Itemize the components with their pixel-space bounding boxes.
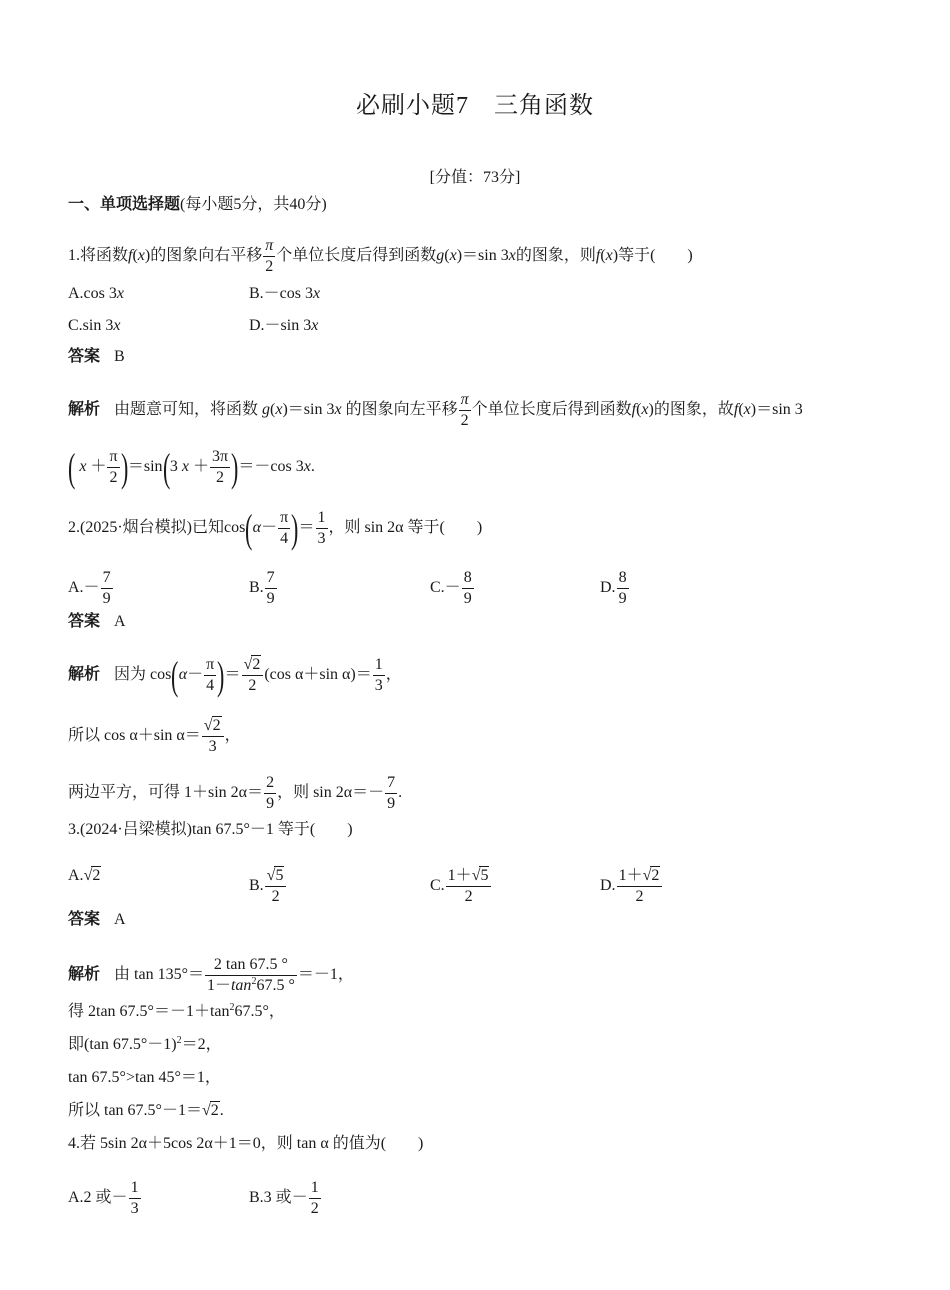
q3-analysis-line-1: 解析 由 tan 135°＝ $\frac{2 \tan 67.5 ^\circ}{1-\tan^267.5 ^\circ}$ ＝－1， xyxy=(68,956,354,994)
q1-option-a: A.cos 3x xyxy=(68,285,124,302)
page-title: 必刷小题7 三角函数 xyxy=(356,93,594,119)
q1-analysis-line-2: ( x ＋ $\frac{\pi}{2}$ )＝sin(3 x ＋ $\frac{3\pi}{2}$ )＝－cos 3x. xyxy=(67,444,315,490)
q3-analysis-line-3: 即(tan 67.5°－1)$^2$＝2， xyxy=(68,1035,222,1053)
question-1: 1.将函数f(x)的图象向右平移 $\frac{\pi}{2}$ 个单位长度后得到函数g(x)＝sin 3x的图象，则f(x)等于( ) xyxy=(68,237,693,275)
section-heading: 一、单项选择题(每小题5分，共40分) xyxy=(68,196,327,213)
q4-option-a: A.2 或－ $\frac{1}{3}$ xyxy=(68,1179,139,1217)
q3-analysis-line-4: tan 67.5°>tan 45°＝1， xyxy=(68,1069,221,1086)
q2-analysis-line-1: 解析 因为 cos(α－ $\frac{\pi}{4}$ )＝ $\frac{√2}{2}$ (cos α＋sin α)＝ $\frac{1}{3}$ ， xyxy=(68,652,402,698)
q3-option-c: C. $\frac{1+√5}{2}$ xyxy=(430,866,492,907)
q4-option-b: B.3 或－ $\frac{1}{2}$ xyxy=(249,1179,319,1217)
q2-answer: 答案 A xyxy=(68,613,126,630)
q1-option-d: D.－sin 3x xyxy=(249,317,319,334)
q3-analysis-line-2: 得 2tan $67.5^\circ=-1+\tan^267.5^\circ$， xyxy=(68,1002,285,1020)
q2-analysis-line-3: 两边平方，可得 1＋sin 2α＝ $\frac{2}{9}$ ，则 sin 2α＝－ $\frac{7}{9}$ . xyxy=(68,774,403,812)
q1-option-b: B.－cos 3x xyxy=(249,285,321,302)
q1-answer: 答案 B xyxy=(68,348,125,365)
q2-option-d: D. $\frac{8}{9}$ xyxy=(600,569,627,607)
question-2: 2.(2025·烟台模拟)已知cos(α－ $\frac{\pi}{4}$ )＝ $\frac{1}{3}$ ，则 sin 2α 等于( ) xyxy=(68,505,483,551)
q3-analysis-line-5: 所以 tan 67.5°－1＝√2. xyxy=(68,1102,224,1119)
q1-analysis-line-1: 解析 由题意可知，将函数 g(x)＝sin 3x 的图象向左平移 $\frac{\pi}{2}$ 个单位长度后得到函数f(x)的图象，故f(x)＝sin 3 xyxy=(68,391,803,429)
q3-option-d: D. $\frac{1+√2}{2}$ xyxy=(600,866,663,907)
q2-analysis-line-2: 所以 cos α＋sin α＝ $\frac{√2}{3}$ ， xyxy=(68,717,241,755)
q3-option-b: B. $\frac{√5}{2}$ xyxy=(249,866,287,907)
question-4: 4.若 5sin 2α＋5cos 2α＋1＝0，则 tan α 的值为( ) xyxy=(68,1135,424,1152)
score-note: [分值：73分] xyxy=(429,169,521,186)
q2-option-a: A.－ $\frac{7}{9}$ xyxy=(68,569,111,607)
q3-option-a: A.√2 xyxy=(68,867,101,884)
q3-answer: 答案 A xyxy=(68,911,126,928)
q2-option-b: B. $\frac{7}{9}$ xyxy=(249,569,275,607)
question-3: 3.(2024·吕梁模拟)tan 67.5°－1 等于( ) xyxy=(68,821,353,838)
q2-option-c: C.－ $\frac{8}{9}$ xyxy=(430,569,472,607)
q1-option-c: C.sin 3x xyxy=(68,317,121,334)
